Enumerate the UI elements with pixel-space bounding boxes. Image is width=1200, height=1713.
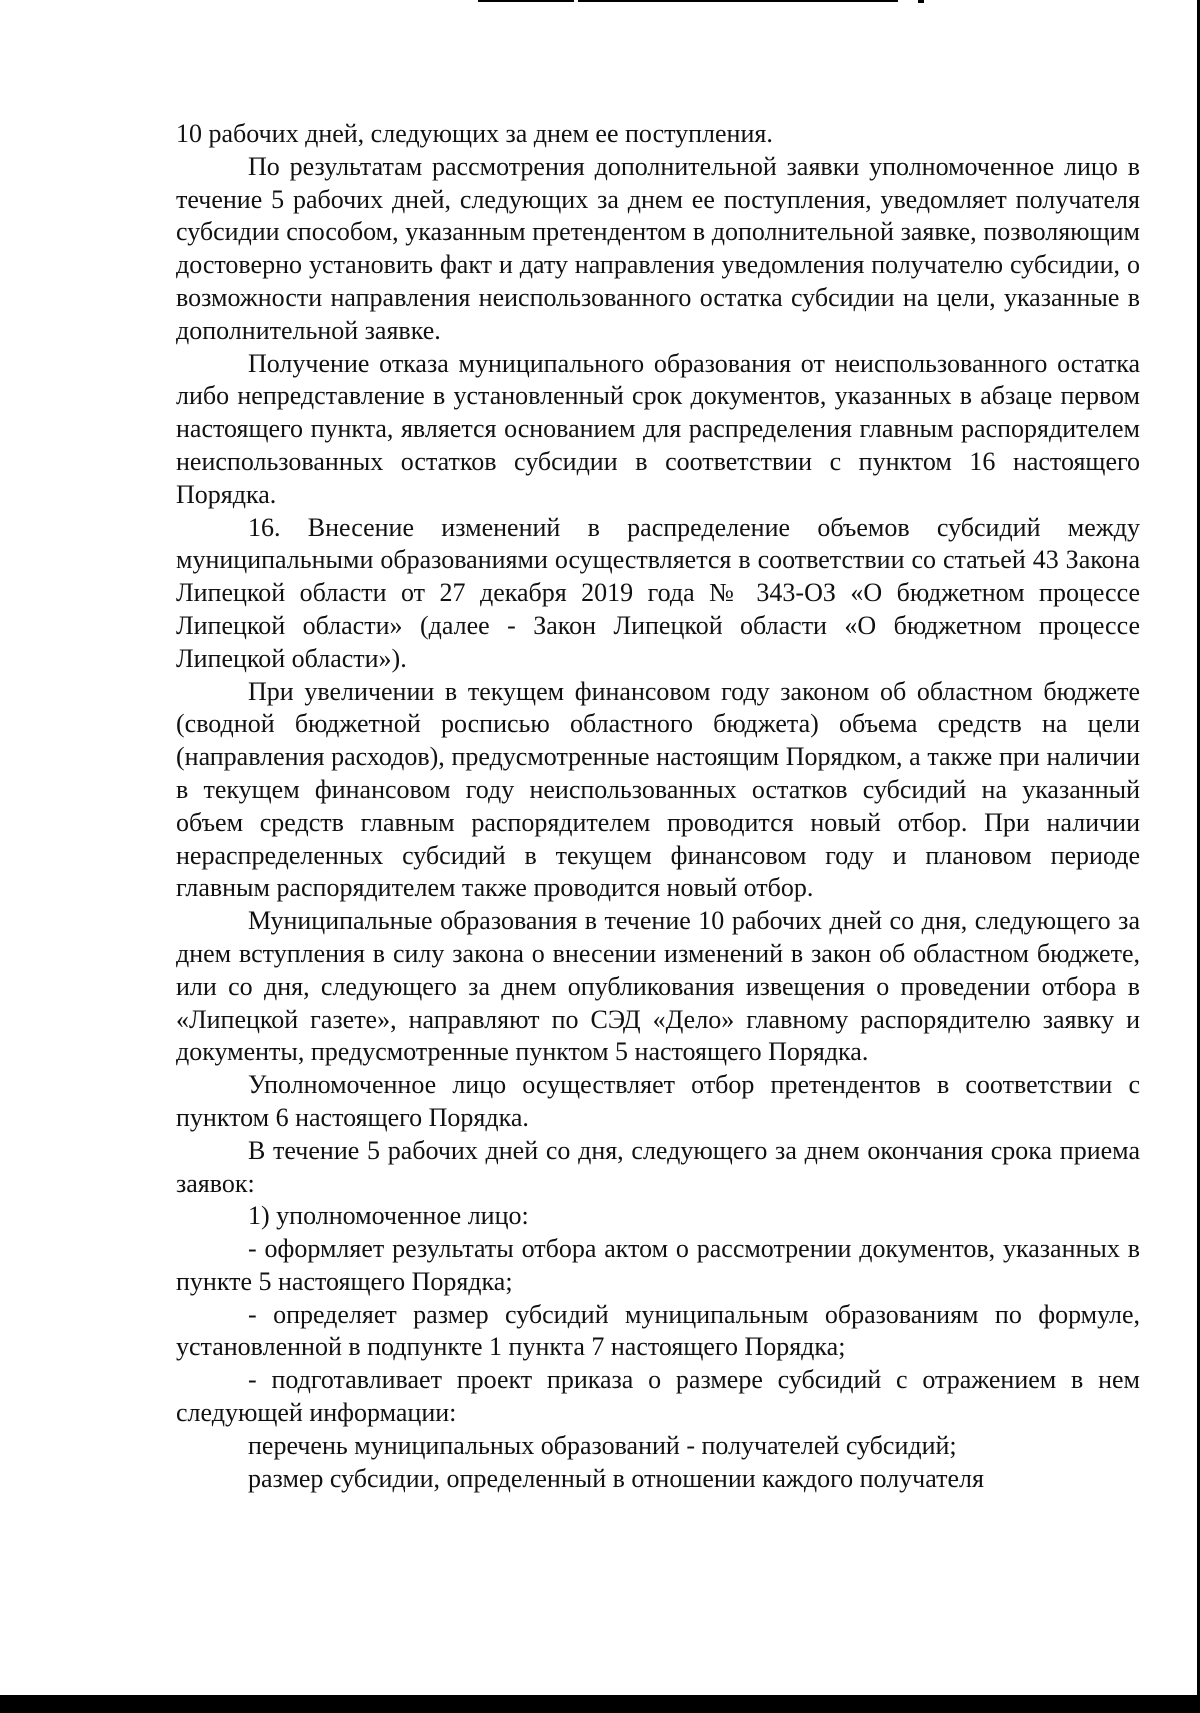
list-item-recipients: перечень муниципальных образований - получателей субсидий; (248, 1430, 957, 1460)
paragraph-continuation: 10 рабочих дней, следующих за днем ее поступления. (176, 119, 773, 148)
list-item-formula: - определяет размер субсидий муниципальным образованиям по формуле, установленной в подпункте 1 пункта 7 настоящего Порядка; (176, 1299, 1140, 1362)
scan-edge-bottom (0, 1695, 1200, 1713)
scan-mark (918, 0, 924, 3)
paragraph-budget-increase: При увеличении в текущем финансовом году законом об областном бюджете (сводной бюджетной росписью областного бюджета) объема средств на цели (направления расходов), предусмотренные настоящим Порядком, а также при наличии в текущем финансовом году неиспользованных остатков субсидий на указанный объем средств главным распорядителем проводится новый отбор. При наличии нераспределенных субсидий в текущем финансовом году и плановом периоде главным распорядителем также проводится новый отбор. (176, 676, 1140, 903)
document-body (176, 118, 1140, 1495)
list-item-order-draft: - подготавливает проект приказа о размере субсидий с отражением в нем следующей информации: (176, 1365, 1140, 1428)
list-item-act: - оформляет результаты отбора актом о рассмотрении документов, указанных в пункте 5 настоящего Порядка; (176, 1234, 1140, 1296)
paragraph-selection: Уполномоченное лицо осуществляет отбор претендентов в соответствии с пунктом 6 настоящего Порядка. (176, 1070, 1140, 1132)
paragraph-refusal: Получение отказа муниципального образования от неиспользованного остатка либо непредставление в установленный срок документов, указанных в абзаце первом настоящего пункта, является основанием для распределения главным распорядителем неиспользованных остатков субсидии в соответствии с пунктом 16 настоящего Порядка. (176, 348, 1140, 509)
list-item-authorized-person: 1) уполномоченное лицо: (248, 1201, 529, 1231)
paragraph-item-16: 16. Внесение изменений в распределение объемов субсидий между муниципальными образованиями осуществляется в соответствии со статьей 43 Закона Липецкой области от 27 декабря 2019 года № 343-ОЗ «О бюджетном процессе Липецкой области» (далее - Закон Липецкой области «О бюджетном процессе Липецкой области»). (176, 512, 1140, 673)
list-item-subsidy-size: размер субсидии, определенный в отношении каждого получателя (248, 1463, 984, 1493)
paragraph-deadline: В течение 5 рабочих дней со дня, следующего за днем окончания срока приема заявок: (176, 1135, 1140, 1198)
paragraph-review-result: По результатам рассмотрения дополнительной заявки уполномоченное лицо в течение 5 рабочих дней, следующих за днем ее поступления, уведомляет получателя субсидии способом, указанным претендентом в дополнительной заявке, позволяющим достоверно установить факт и дату направления уведомления получателю субсидии, о возможности направления неиспользованного остатка субсидии на цели, указанные в дополнительной заявке. (176, 151, 1140, 345)
scan-mark (578, 0, 898, 2)
paragraph-municipal-application: Муниципальные образования в течение 10 рабочих дней со дня, следующего за днем вступления в силу закона о внесении изменений в закон об областном бюджете, или со дня, следующего за днем опубликования извещения о проведении отбора в «Липецкой газете», направляют по СЭД «Дело» главному распорядителю заявку и документы, предусмотренные пунктом 5 настоящего Порядка. (176, 906, 1140, 1067)
scan-mark (478, 0, 574, 2)
